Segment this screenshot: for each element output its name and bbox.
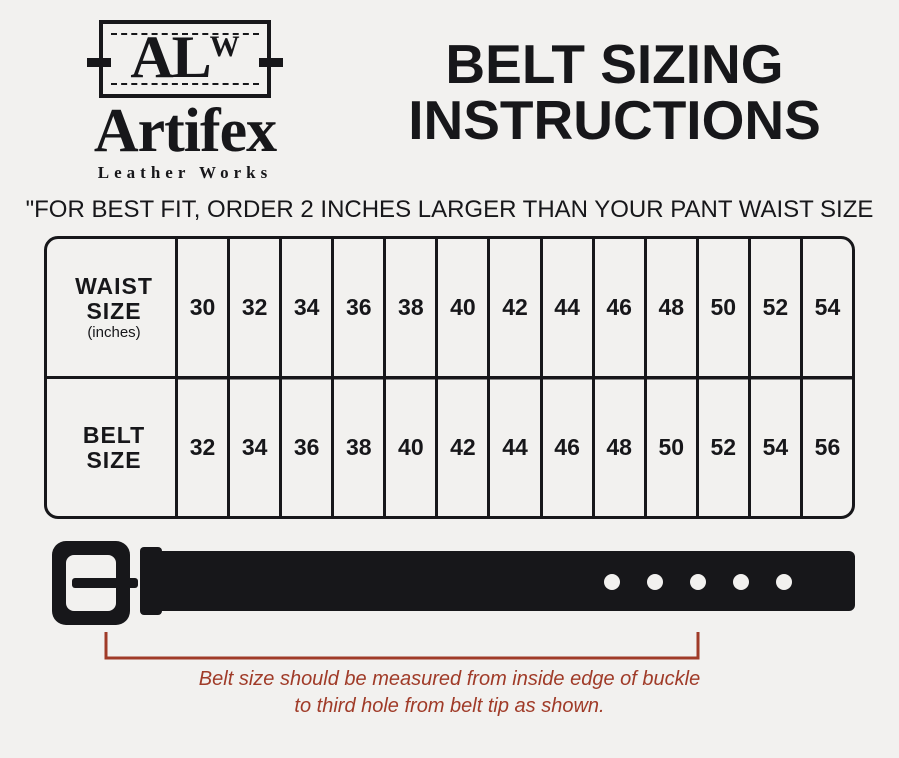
table-cell: 56	[800, 379, 852, 516]
page-title-line1: BELT SIZING	[445, 33, 784, 95]
belt-hole	[604, 574, 620, 590]
belt-keeper	[140, 547, 162, 615]
logo-monogram	[130, 24, 240, 90]
table-cell: 52	[748, 239, 800, 376]
row-header-waist-unit: (inches)	[87, 323, 141, 341]
table-cell: 38	[383, 239, 435, 376]
measurement-caption	[0, 666, 899, 720]
page-title-line2: INSTRUCTIONS	[408, 89, 821, 152]
table-cell: 38	[331, 379, 383, 516]
fit-note: "FOR BEST FIT, ORDER 2 INCHES LARGER THAN YOUR PANT WAIST SIZE	[25, 196, 874, 223]
table-row	[47, 379, 852, 516]
belt-hole	[647, 574, 663, 590]
table-cell: 40	[383, 379, 435, 516]
header	[0, 0, 899, 190]
logo-bar-right	[259, 58, 283, 67]
logo-mark-icon	[99, 20, 271, 98]
belt-hole	[733, 574, 749, 590]
measurement-bracket-svg	[44, 632, 855, 664]
table-cell: 36	[279, 379, 331, 516]
row-header-belt	[47, 423, 175, 471]
belt-size-cells	[175, 379, 852, 516]
table-row	[47, 239, 852, 379]
table-cell: 46	[592, 239, 644, 376]
logo-monogram-superscript: W	[209, 30, 240, 63]
table-cell: 52	[696, 379, 748, 516]
row-header-belt-line2: SIZE	[86, 446, 142, 473]
table-cell: 48	[592, 379, 644, 516]
table-cell: 34	[279, 239, 331, 376]
table-cell: 50	[696, 239, 748, 376]
belt-hole	[690, 574, 706, 590]
waist-size-cells	[175, 239, 852, 376]
page-title	[350, 14, 879, 152]
row-header-waist	[47, 274, 175, 340]
table-cell: 32	[227, 239, 279, 376]
measurement-caption-line1: Belt size should be measured from inside edge of buckle	[198, 668, 701, 690]
sizing-table	[44, 236, 855, 519]
brand-tagline: Leather Works	[97, 162, 273, 182]
table-cell: 44	[540, 239, 592, 376]
table-cell: 46	[540, 379, 592, 516]
measurement-bracket	[44, 632, 855, 662]
table-cell: 50	[644, 379, 696, 516]
row-header-waist-line1: WAIST	[75, 273, 153, 300]
brand-logo	[20, 14, 350, 183]
table-cell: 30	[175, 239, 227, 376]
table-cell: 32	[175, 379, 227, 516]
table-cell: 42	[487, 239, 539, 376]
table-cell: 54	[800, 239, 852, 376]
buckle-prong	[72, 578, 138, 588]
bracket-path	[106, 632, 698, 658]
brand-name: Artifex	[93, 97, 277, 165]
table-cell: 54	[748, 379, 800, 516]
belt-diagram-svg	[44, 537, 855, 629]
table-cell: 40	[435, 239, 487, 376]
table-cell: 34	[227, 379, 279, 516]
logo-bar-left	[87, 58, 111, 67]
table-cell: 48	[644, 239, 696, 376]
table-cell: 42	[435, 379, 487, 516]
measurement-caption-line2: to third hole from belt tip as shown.	[294, 695, 605, 717]
logo-monogram-text: AL	[130, 24, 210, 90]
table-cell: 44	[487, 379, 539, 516]
belt-illustration	[44, 537, 855, 632]
row-header-waist-line2: SIZE	[86, 297, 142, 324]
table-cell: 36	[331, 239, 383, 376]
row-header-belt-line1: BELT	[82, 422, 146, 449]
belt-hole	[776, 574, 792, 590]
